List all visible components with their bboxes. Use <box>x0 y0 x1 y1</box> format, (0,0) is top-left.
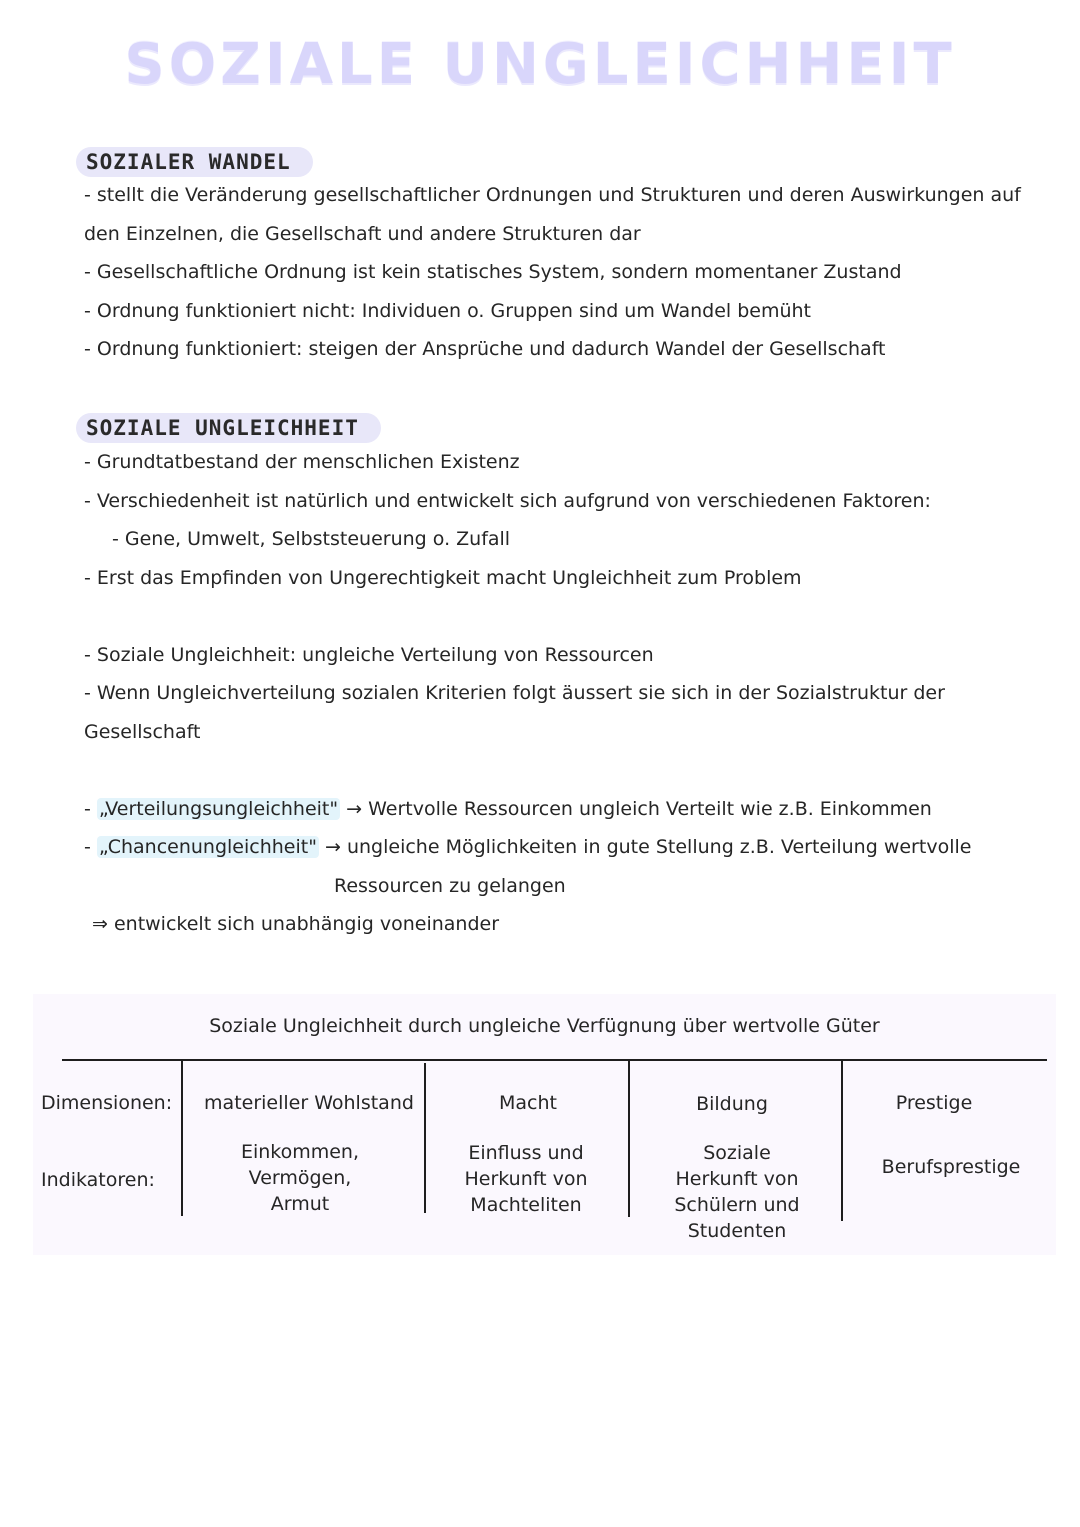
indicator-cell <box>632 1140 842 1244</box>
dimension-cell: materieller Wohlstand <box>204 1092 414 1114</box>
indicator-text: Soziale <box>703 1142 771 1164</box>
table-divider <box>62 1059 1047 1061</box>
conclusion: ⇒ entwickelt sich unabhängig voneinander <box>92 913 500 935</box>
text-line: - Soziale Ungleichheit: ungleiche Verteilung von Ressourcen <box>84 644 654 666</box>
table-title: Soziale Ungleichheit durch ungleiche Verfügnung über wertvolle Güter <box>209 1015 880 1037</box>
dimension-cell: Bildung <box>696 1093 768 1115</box>
chancen-continuation: Ressourcen zu gelangen <box>334 875 566 897</box>
verteilungsungleichheit-line <box>84 797 932 821</box>
indicator-text: Herkunft von <box>464 1168 588 1190</box>
indicator-text: Schülern und <box>674 1194 800 1216</box>
text-line: - Ordnung funktioniert nicht: Individuen o. Gruppen sind um Wandel bemüht <box>84 300 812 322</box>
indicator-text: Studenten <box>687 1220 787 1242</box>
definition: → ungleiche Möglichkeiten in gute Stellung z.B. Verteilung wertvolle <box>318 836 972 858</box>
indicator-text: Machteliten <box>470 1194 582 1216</box>
text-line: - Erst das Empfinden von Ungerechtigkeit macht Ungleichheit zum Problem <box>84 567 802 589</box>
column-divider <box>628 1061 630 1217</box>
indicator-cell <box>428 1140 624 1218</box>
dimension-cell: Macht <box>499 1092 557 1114</box>
term-verteilungsungleichheit: „Verteilungsungleichheit" <box>98 798 339 820</box>
definition: → Wertvolle Ressourcen ungleich Verteilt wie z.B. Einkommen <box>340 798 932 820</box>
text-line-indented: - Gene, Umwelt, Selbststeuerung o. Zufall <box>112 528 511 550</box>
text-line: - Wenn Ungleichverteilung sozialen Kriterien folgt äussert sie sich in der Sozialstruktur der <box>84 682 945 704</box>
row-label-dimensions: Dimensionen: <box>41 1092 173 1114</box>
indicator-text: Berufsprestige <box>881 1156 1021 1178</box>
text-line: den Einzelnen, die Gesellschaft und andere Strukturen dar <box>84 223 641 245</box>
dimension-cell: Prestige <box>895 1092 973 1114</box>
indicator-text: Einkommen, <box>240 1141 360 1163</box>
indicator-text: Einfluss und <box>468 1142 584 1164</box>
indicator-cell <box>190 1139 410 1217</box>
chancenungleichheit-line <box>84 835 971 859</box>
text-line: - Verschiedenheit ist natürlich und entwickelt sich aufgrund von verschiedenen Faktoren: <box>84 490 931 512</box>
row-label-indicators: Indikatoren: <box>41 1169 155 1191</box>
indicator-cell <box>846 1154 1056 1180</box>
term-chancenungleichheit: „Chancenungleichheit" <box>98 836 317 858</box>
text-line: - Grundtatbestand der menschlichen Existenz <box>84 451 520 473</box>
indicator-text: Herkunft von <box>675 1168 799 1190</box>
heading-sozialer-wandel: SOZIALER WANDEL <box>76 147 313 177</box>
text-line: - Ordnung funktioniert: steigen der Ansprüche und dadurch Wandel der Gesellschaft <box>84 338 886 360</box>
text-line: - stellt die Veränderung gesellschaftlicher Ordnungen und Strukturen und deren Auswirkungen auf <box>84 184 1021 206</box>
column-divider <box>181 1060 183 1216</box>
indicator-text: Armut <box>270 1193 330 1215</box>
page-title: SOZIALE UNGLEICHHEIT <box>124 32 956 97</box>
heading-soziale-ungleichheit: SOZIALE UNGLEICHHEIT <box>76 413 381 443</box>
bullet: - <box>84 836 97 858</box>
text-line: - Gesellschaftliche Ordnung ist kein statisches System, sondern momentaner Zustand <box>84 261 902 283</box>
column-divider <box>424 1063 426 1213</box>
indicator-text: Vermögen, <box>248 1167 352 1189</box>
text-line: Gesellschaft <box>84 721 201 743</box>
bullet: - <box>84 798 97 820</box>
